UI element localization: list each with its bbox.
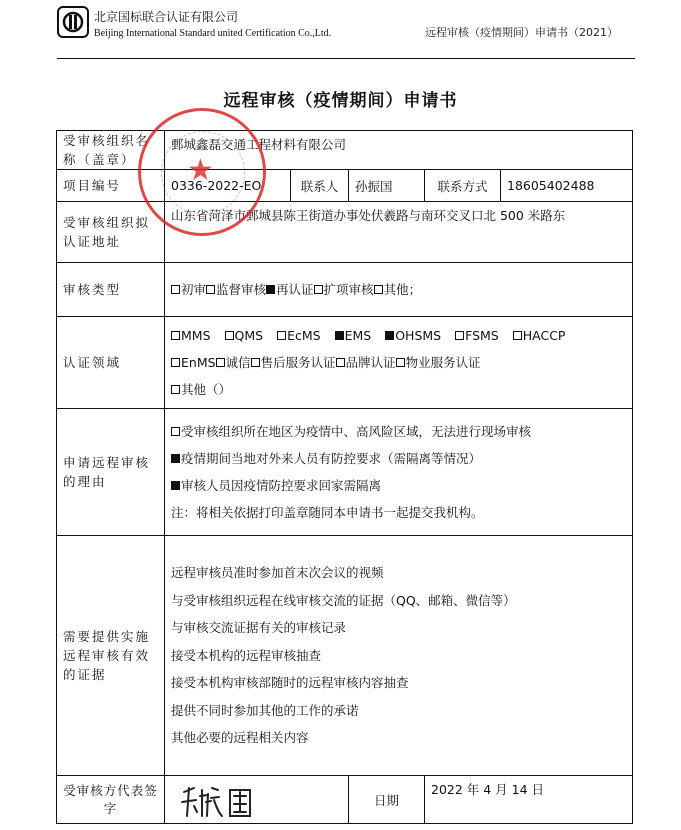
checkbox-option[interactable]	[336, 355, 396, 370]
checkbox-option[interactable]	[206, 282, 266, 297]
evidence-label: 需要提供实施远程审核有效的证据	[57, 536, 165, 776]
audit-type-options	[165, 263, 633, 317]
date-value: 2022 年 4 月 14 日	[425, 776, 633, 824]
reason-note: 注：将相关依据打印盖章随同本申请书一起提交我机构。	[171, 505, 484, 520]
address-label: 受审核组织拟认证地址	[57, 202, 165, 263]
evidence-item: 接受本机构的远程审核抽查	[171, 647, 322, 663]
unchecked-box-icon[interactable]	[455, 331, 464, 340]
checkbox-label: 监督审核	[216, 282, 267, 297]
date-label: 日期	[349, 776, 425, 824]
checkbox-label: 品牌认证	[345, 355, 396, 370]
representative-label: 受审核方代表签字	[57, 776, 165, 824]
unchecked-box-icon[interactable]	[225, 331, 234, 340]
reason-item	[171, 472, 626, 499]
checkbox-option[interactable]	[455, 328, 499, 343]
checkbox-label: EcMS	[287, 328, 321, 343]
checkbox-option[interactable]	[513, 328, 566, 343]
checkbox-label: HACCP	[522, 328, 566, 343]
application-form	[56, 130, 633, 824]
org-label: 受审核组织名称（盖章）	[57, 131, 165, 170]
row-cert-field	[57, 317, 633, 409]
row-reason	[57, 409, 633, 536]
checkbox-label: OHSMS	[395, 328, 442, 343]
checkbox-label: 物业服务认证	[405, 355, 481, 370]
checkbox-label: QMS	[234, 328, 264, 343]
checkbox-label: 再认证	[276, 282, 314, 297]
unchecked-box-icon[interactable]	[171, 358, 180, 367]
checkbox-label: 其他（）	[181, 382, 232, 397]
checkbox-option[interactable]	[251, 355, 336, 370]
evidence-item: 与审核交流证据有关的审核记录	[171, 620, 347, 636]
row-signature	[57, 776, 633, 824]
checkbox-label: 诚信	[225, 355, 251, 370]
checkbox-option[interactable]	[374, 282, 422, 297]
checked-box-icon[interactable]	[171, 481, 180, 490]
checkbox-option[interactable]	[171, 478, 381, 493]
row-organization	[57, 131, 633, 170]
checkbox-option[interactable]	[225, 328, 264, 343]
phone-value: 18605402488	[501, 170, 633, 202]
company-seal-stamp: ★	[138, 108, 266, 236]
cert-field-label: 认证领域	[57, 317, 165, 409]
checkbox-label: 扩项审核	[323, 282, 374, 297]
project-no-label: 项目编号	[57, 170, 165, 202]
checked-box-icon[interactable]	[266, 285, 275, 294]
page-header	[0, 0, 681, 62]
evidence-item: 其他必要的远程相关内容	[171, 730, 309, 746]
unchecked-box-icon[interactable]	[171, 427, 180, 436]
header-divider	[57, 58, 635, 59]
checkbox-option[interactable]	[171, 355, 216, 370]
evidence-item: 远程审核员准时参加首末次会议的视频	[171, 565, 384, 581]
audit-type-label: 审核类型	[57, 263, 165, 317]
checkbox-option[interactable]	[171, 451, 481, 466]
checkbox-label: 初审	[181, 282, 207, 297]
evidence-item: 与受审核组织远程在线审核交流的证据（QQ、邮箱、微信等）	[171, 592, 516, 608]
reason-options	[165, 409, 633, 536]
contact-label: 联系人	[291, 170, 349, 202]
checked-box-icon[interactable]	[385, 331, 394, 340]
contact-value: 孙振国	[349, 170, 425, 202]
row-address	[57, 202, 633, 263]
checkbox-option[interactable]	[171, 282, 206, 297]
checkbox-option[interactable]	[396, 355, 481, 370]
company-name-en: Beijing International Standard united Certification Co.,Ltd.	[94, 28, 332, 39]
unchecked-box-icon[interactable]	[314, 285, 323, 294]
reason-label: 申请远程审核的理由	[57, 409, 165, 536]
checkbox-label: EnMS	[181, 355, 216, 370]
checkbox-option[interactable]	[216, 355, 251, 370]
unchecked-box-icon[interactable]	[171, 331, 180, 340]
unchecked-box-icon[interactable]	[216, 358, 225, 367]
company-name-cn: 北京国标联合认证有限公司	[94, 10, 239, 24]
reason-item	[171, 418, 626, 445]
checkbox-label: 其他；	[383, 282, 422, 297]
project-no-value: 0336-2022-EO	[165, 170, 291, 202]
checkbox-option[interactable]	[266, 282, 314, 297]
reason-item	[171, 445, 626, 472]
checkbox-label: EMS	[344, 328, 372, 343]
unchecked-box-icon[interactable]	[374, 285, 383, 294]
unchecked-box-icon[interactable]	[171, 285, 180, 294]
company-logo-icon	[57, 6, 89, 38]
unchecked-box-icon[interactable]	[251, 358, 260, 367]
checkbox-option[interactable]	[335, 328, 372, 343]
checkbox-label: FSMS	[465, 328, 499, 343]
checkbox-option[interactable]	[171, 328, 211, 343]
checkbox-label: 受审核组织所在地区为疫情中、高风险区域，无法进行现场审核	[181, 424, 532, 439]
unchecked-box-icon[interactable]	[277, 331, 286, 340]
row-evidence	[57, 536, 633, 776]
evidence-item: 接受本机构审核部随时的远程审核内容抽查	[171, 675, 409, 691]
org-value: 鄄城鑫磊交通工程材料有限公司	[165, 131, 633, 170]
checkbox-option[interactable]	[277, 328, 321, 343]
handwritten-signature	[178, 782, 258, 826]
checkbox-option[interactable]	[171, 424, 531, 439]
document-reference: 远程审核（疫情期间）申请书（2021）	[425, 26, 618, 39]
address-value: 山东省菏泽市鄄城县陈王街道办事处伏羲路与南环交叉口北 500 米路东	[165, 202, 633, 263]
unchecked-box-icon[interactable]	[206, 285, 215, 294]
phone-label: 联系方式	[425, 170, 501, 202]
checkbox-option[interactable]	[314, 282, 374, 297]
unchecked-box-icon[interactable]	[336, 358, 345, 367]
unchecked-box-icon[interactable]	[396, 358, 405, 367]
row-project	[57, 170, 633, 202]
checkbox-label: 售后服务认证	[260, 355, 336, 370]
evidence-item: 提供不同时参加其他的工作的承诺	[171, 702, 359, 718]
row-audit-type	[57, 263, 633, 317]
cert-field-options	[165, 317, 633, 409]
unchecked-box-icon[interactable]	[171, 385, 180, 394]
checkbox-label: 审核人员因疫情防控要求回家需隔离	[181, 478, 382, 493]
evidence-list	[165, 536, 633, 776]
checked-box-icon[interactable]	[171, 454, 180, 463]
checked-box-icon[interactable]	[335, 331, 344, 340]
unchecked-box-icon[interactable]	[513, 331, 522, 340]
checkbox-label: MMS	[181, 328, 211, 343]
document-title: 远程审核（疫情期间）申请书	[223, 91, 458, 111]
checkbox-label: 疫情期间当地对外来人员有防控要求（需隔离等情况）	[181, 451, 482, 466]
checkbox-option[interactable]	[385, 328, 441, 343]
checkbox-option[interactable]	[171, 382, 231, 397]
